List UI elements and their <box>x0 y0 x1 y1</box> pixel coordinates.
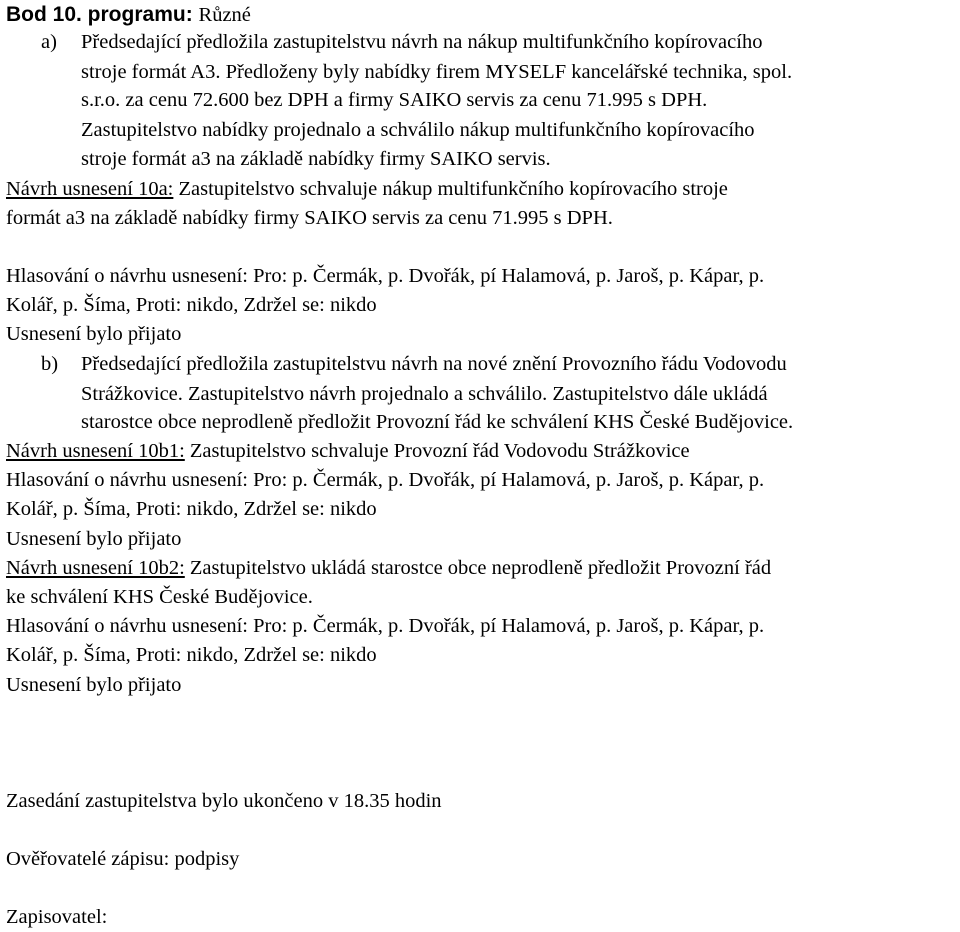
recorder-label: Zapisovatel: <box>6 906 108 928</box>
vote-10b1-line: Kolář, p. Šíma, Proti: nikdo, Zdržel se: nikdo <box>6 498 377 520</box>
section-a-line: stroje formát A3. Předloženy byly nabídky firem MYSELF kancelářské technika, spol. <box>81 61 793 83</box>
vote-10b1-result: Usnesení bylo přijato <box>6 528 182 550</box>
section-b-line: Předsedající předložila zastupitelstvu návrh na nové znění Provozního řádu Vodovodu <box>81 353 787 375</box>
section-b-marker: b) <box>41 353 59 375</box>
vote-10b2-result: Usnesení bylo přijato <box>6 674 182 696</box>
motion-10a-text-cont: formát a3 na základě nabídky firmy SAIKO servis za cenu 71.995 s DPH. <box>6 207 613 229</box>
section-a-line: Zastupitelstvo nabídky projednalo a schválilo nákup multifunkčního kopírovacího <box>81 119 755 141</box>
session-end-text: Zasedání zastupitelstva bylo ukončeno v 18.35 hodin <box>6 790 442 812</box>
section-b-line: Strážkovice. Zastupitelstvo návrh projednalo a schválilo. Zastupitelstvo dále ukládá <box>81 383 768 405</box>
motion-10b1 <box>6 439 690 464</box>
motion-10b1-label: Návrh usnesení 10b1: <box>6 440 185 462</box>
vote-10b2-line: Hlasování o návrhu usnesení: Pro: p. Čermák, p. Dvořák, pí Halamová, p. Jaroš, p. Kápar, p. <box>6 615 765 637</box>
vote-10a-line: Kolář, p. Šíma, Proti: nikdo, Zdržel se: nikdo <box>6 294 377 316</box>
motion-10a-text: Zastupitelstvo schvaluje nákup multifunkčního kopírovacího stroje <box>173 178 728 200</box>
motion-10b1-text: Zastupitelstvo schvaluje Provozní řád Vodovodu Strážkovice <box>184 440 690 462</box>
motion-10b2-label: Návrh usnesení 10b2: <box>6 557 185 579</box>
motion-10a-label: Návrh usnesení 10a: <box>6 178 174 200</box>
vote-10a-result: Usnesení bylo přijato <box>6 323 182 345</box>
verifiers-signatures: Ověřovatelé zápisu: podpisy <box>6 848 240 870</box>
agenda-item-number: Bod 10. programu: <box>6 3 193 26</box>
motion-10b2-text-cont: ke schválení KHS České Budějovice. <box>6 586 313 608</box>
section-a-line: Předsedající předložila zastupitelstvu návrh na nákup multifunkčního kopírovacího <box>81 31 763 53</box>
agenda-item-title: Různé <box>198 4 251 26</box>
section-a-line: s.r.o. za cenu 72.600 bez DPH a firmy SAIKO servis za cenu 71.995 s DPH. <box>81 89 708 111</box>
section-a-marker: a) <box>41 31 57 53</box>
motion-10b2 <box>6 556 771 581</box>
section-a-line: stroje formát a3 na základě nabídky firmy SAIKO servis. <box>81 148 551 170</box>
vote-10a-line: Hlasování o návrhu usnesení: Pro: p. Čermák, p. Dvořák, pí Halamová, p. Jaroš, p. Kápar, p. <box>6 265 765 287</box>
motion-10a <box>6 177 728 202</box>
section-b-line: starostce obce neprodleně předložit Provozní řád ke schválení KHS České Budějovice. <box>81 411 794 433</box>
agenda-item-heading <box>6 2 251 28</box>
motion-10b2-text: Zastupitelstvo ukládá starostce obce neprodleně předložit Provozní řád <box>184 557 772 579</box>
vote-10b1-line: Hlasování o návrhu usnesení: Pro: p. Čermák, p. Dvořák, pí Halamová, p. Jaroš, p. Kápar, p. <box>6 469 765 491</box>
vote-10b2-line: Kolář, p. Šíma, Proti: nikdo, Zdržel se: nikdo <box>6 644 377 666</box>
